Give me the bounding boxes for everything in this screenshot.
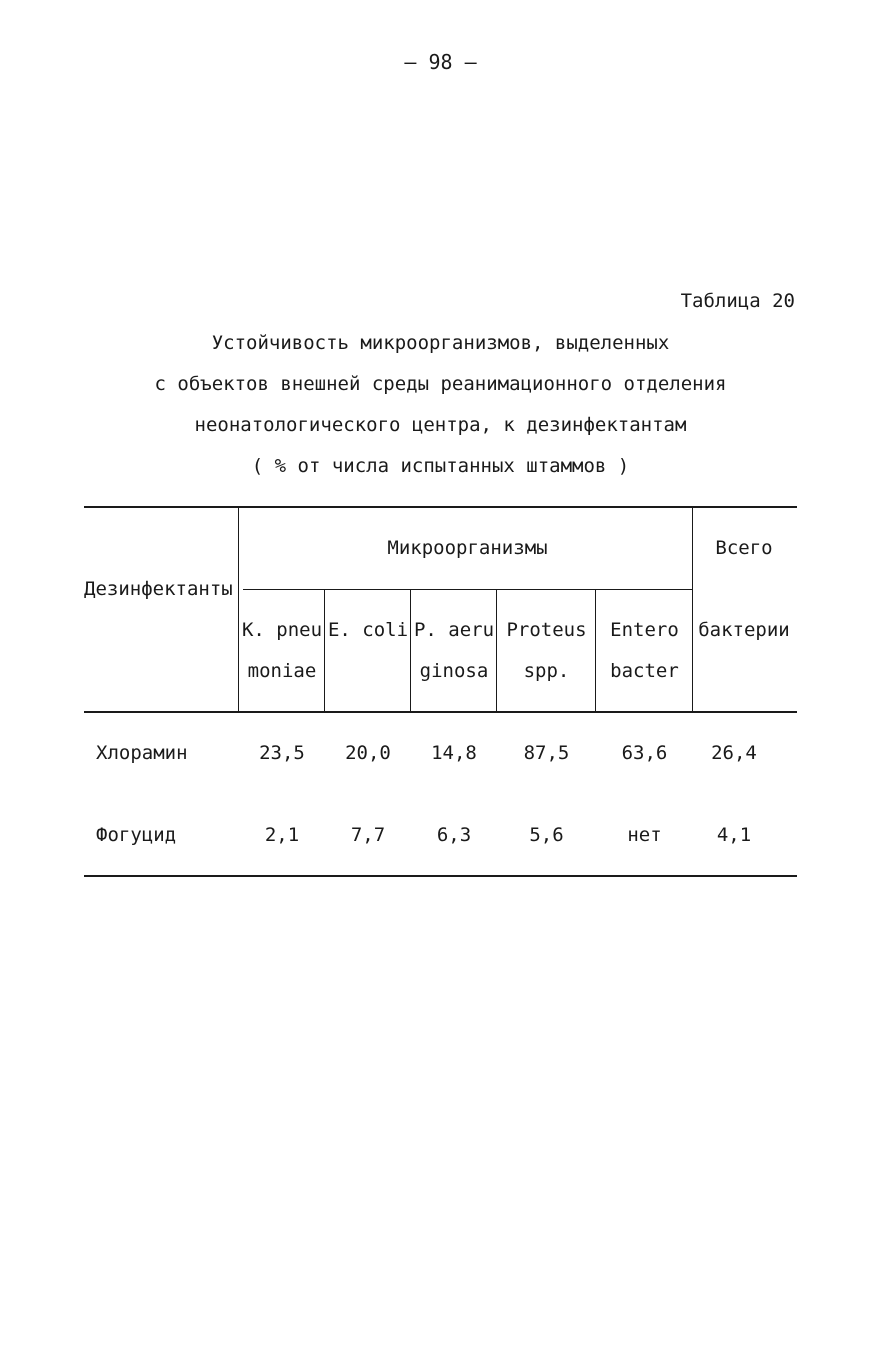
table-bottom-rule — [84, 875, 797, 877]
column-header-e-coli: E. coli — [327, 619, 409, 641]
column-divider — [324, 589, 325, 711]
column-header-enterobacter: Entero — [610, 619, 679, 641]
column-header-k-pneumoniae: K. pneu — [241, 619, 323, 641]
table-cell: 23,5 — [259, 742, 305, 764]
column-header-proteus: Proteus — [506, 619, 587, 641]
total-header-line-1: Всего — [715, 537, 773, 559]
table-cell: 4,1 — [716, 824, 752, 846]
table-label: Таблица 20 — [680, 290, 795, 312]
row-header-disinfectants: Дезинфектанты — [84, 578, 233, 600]
table-cell: 63,6 — [621, 742, 668, 764]
column-divider — [238, 508, 239, 711]
column-divider — [410, 589, 411, 711]
table-top-rule — [84, 506, 797, 508]
row-label-foguzid: Фогуцид — [96, 824, 177, 846]
column-header-enterobacter-cont: bacter — [610, 660, 679, 682]
table-cell: 20,0 — [345, 742, 391, 764]
header-bottom-rule — [84, 711, 797, 713]
table-title-line-3: неонатологического центра, к дезинфектантам — [194, 414, 687, 436]
column-header-k-pneumoniae-cont: moniae — [247, 660, 317, 682]
table-title-line-2: с объектов внешней среды реанимационного отделения — [154, 373, 727, 395]
column-divider — [595, 589, 596, 711]
total-header-line-2: бактерии — [698, 619, 790, 641]
column-header-proteus-cont: spp. — [523, 660, 570, 682]
group-header-rule — [243, 589, 692, 590]
page-number: – 98 – — [404, 50, 477, 74]
table-cell: 2,1 — [264, 824, 300, 846]
column-header-p-aeruginosa-cont: ginosa — [419, 660, 489, 682]
row-label-chloramine: Хлорамин — [96, 742, 188, 764]
column-divider — [692, 508, 693, 711]
table-cell: 14,8 — [431, 742, 477, 764]
table-cell: 5,6 — [529, 824, 564, 846]
table-cell: 6,3 — [436, 824, 472, 846]
table-cell: 87,5 — [523, 742, 570, 764]
table-title-line-1: Устойчивость микроорганизмов, выделенных — [211, 332, 670, 354]
column-divider — [496, 589, 497, 711]
table-subtitle: ( % от числа испытанных штаммов ) — [251, 455, 630, 477]
column-header-p-aeruginosa: P. aeru — [413, 619, 495, 641]
group-header-microorganisms: Микроорганизмы — [387, 537, 548, 559]
table-cell: нет — [627, 824, 662, 846]
table-cell: 7,7 — [350, 824, 386, 846]
table-cell: 26,4 — [711, 742, 757, 764]
